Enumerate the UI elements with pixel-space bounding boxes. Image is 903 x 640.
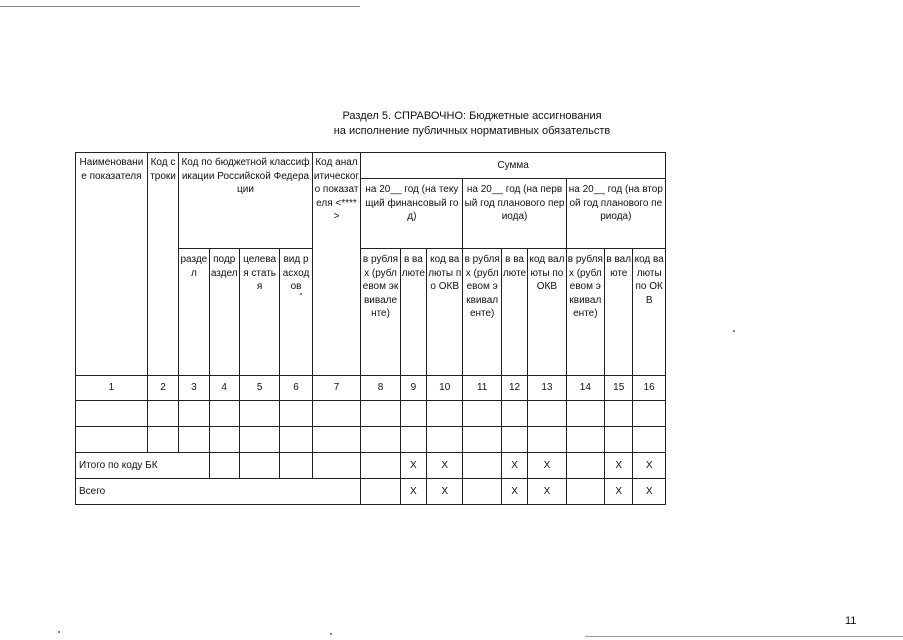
empty-cell xyxy=(501,427,527,453)
scan-bottom-rule xyxy=(585,636,903,637)
column-number: 4 xyxy=(209,376,239,401)
header-okv-current: код валюты по ОКВ xyxy=(427,249,463,376)
x-mark: X xyxy=(633,453,666,479)
header-period-first: на 20__ год (на первый год планового периода) xyxy=(463,179,566,249)
column-number: 6 xyxy=(280,376,312,401)
scan-top-rule xyxy=(0,6,360,7)
empty-cell xyxy=(312,401,361,427)
header-bk-code: Код по бюджетной классификации Российской Федерации xyxy=(179,153,313,249)
empty-cell xyxy=(566,453,604,479)
empty-cell xyxy=(239,453,279,479)
x-mark: X xyxy=(528,479,566,505)
empty-cell xyxy=(463,401,501,427)
empty-cell xyxy=(400,401,426,427)
table-row-grand-total xyxy=(76,479,666,505)
header-period-current: на 20__ год (на текущий финансовый год) xyxy=(361,179,463,249)
empty-cell xyxy=(209,427,239,453)
column-number: 3 xyxy=(179,376,209,401)
scan-speck xyxy=(733,330,735,332)
section-title xyxy=(268,109,676,139)
column-number: 13 xyxy=(528,376,566,401)
column-number: 8 xyxy=(361,376,400,401)
empty-cell xyxy=(280,401,312,427)
empty-cell xyxy=(633,401,666,427)
empty-cell xyxy=(463,479,501,505)
x-mark: X xyxy=(633,479,666,505)
empty-cell xyxy=(361,401,400,427)
header-indicator-name: Наименование показателя xyxy=(76,153,148,376)
table-row-empty-1 xyxy=(76,401,666,427)
empty-cell xyxy=(400,427,426,453)
table-row-total-by-bk xyxy=(76,453,666,479)
scan-speck xyxy=(330,633,332,635)
x-mark: X xyxy=(605,479,633,505)
x-mark: X xyxy=(528,453,566,479)
empty-cell xyxy=(463,453,501,479)
section-title-line-1: Раздел 5. СПРАВОЧНО: Бюджетные ассигнования xyxy=(342,110,602,122)
empty-cell xyxy=(427,401,463,427)
empty-cell xyxy=(209,401,239,427)
empty-cell xyxy=(239,401,279,427)
column-number: 9 xyxy=(400,376,426,401)
x-mark: X xyxy=(400,453,426,479)
column-number: 12 xyxy=(501,376,527,401)
column-number: 2 xyxy=(147,376,178,401)
column-number: 14 xyxy=(566,376,604,401)
column-number: 10 xyxy=(427,376,463,401)
empty-cell xyxy=(566,427,604,453)
empty-cell xyxy=(76,401,148,427)
header-expense-type: вид расходов xyxy=(280,249,312,376)
x-mark: X xyxy=(605,453,633,479)
empty-cell xyxy=(528,427,566,453)
empty-cell xyxy=(147,401,178,427)
x-mark: X xyxy=(427,453,463,479)
column-number: 7 xyxy=(312,376,361,401)
header-analytic-code: Код аналитического показателя <****> xyxy=(312,153,361,376)
empty-cell xyxy=(566,479,604,505)
column-number: 1 xyxy=(76,376,148,401)
total-by-bk-label: Итого по коду БК xyxy=(76,453,210,479)
header-amount: Сумма xyxy=(361,153,666,179)
header-currency-second: в валюте xyxy=(605,249,633,376)
x-mark: X xyxy=(400,479,426,505)
scan-speck xyxy=(300,293,302,295)
header-currency-current: в валюте xyxy=(400,249,426,376)
budget-allocations-table xyxy=(75,152,666,505)
empty-cell xyxy=(501,401,527,427)
page-number: 11 xyxy=(845,615,857,627)
header-target-item: целевая статья xyxy=(239,249,279,376)
column-number: 15 xyxy=(605,376,633,401)
column-number: 16 xyxy=(633,376,666,401)
x-mark: X xyxy=(501,479,527,505)
header-subsection: подраздел xyxy=(209,249,239,376)
empty-cell xyxy=(239,427,279,453)
empty-cell xyxy=(605,427,633,453)
header-okv-first: код валюты по ОКВ xyxy=(528,249,566,376)
empty-cell xyxy=(147,427,178,453)
section-title-line-2: на исполнение публичных нормативных обязательств xyxy=(333,125,611,137)
table-row-empty-2 xyxy=(76,427,666,453)
header-rub-current: в рублях (рублевом эквиваленте) xyxy=(361,249,400,376)
empty-cell xyxy=(427,427,463,453)
empty-cell xyxy=(312,453,361,479)
empty-cell xyxy=(312,427,361,453)
x-mark: X xyxy=(501,453,527,479)
header-rub-second: в рублях (рублевом эквиваленте) xyxy=(566,249,604,376)
empty-cell xyxy=(605,401,633,427)
empty-cell xyxy=(463,427,501,453)
empty-cell xyxy=(280,453,312,479)
header-rub-first: в рублях (рублевом эквиваленте) xyxy=(463,249,501,376)
empty-cell xyxy=(528,401,566,427)
empty-cell xyxy=(566,401,604,427)
empty-cell xyxy=(179,427,209,453)
grand-total-label: Всего xyxy=(76,479,361,505)
header-period-second: на 20__ год (на второй год планового периода) xyxy=(566,179,665,249)
empty-cell xyxy=(209,453,239,479)
empty-cell xyxy=(361,479,400,505)
x-mark: X xyxy=(427,479,463,505)
empty-cell xyxy=(633,427,666,453)
column-number: 11 xyxy=(463,376,501,401)
empty-cell xyxy=(280,427,312,453)
empty-cell xyxy=(361,427,400,453)
header-section: раздел xyxy=(179,249,209,376)
empty-cell xyxy=(361,453,400,479)
header-line-code: Код строки xyxy=(147,153,178,376)
header-currency-first: в валюте xyxy=(501,249,527,376)
empty-cell xyxy=(179,401,209,427)
empty-cell xyxy=(76,427,148,453)
column-number: 5 xyxy=(239,376,279,401)
header-okv-second: код валюты по ОКВ xyxy=(633,249,666,376)
scan-speck xyxy=(58,631,60,633)
